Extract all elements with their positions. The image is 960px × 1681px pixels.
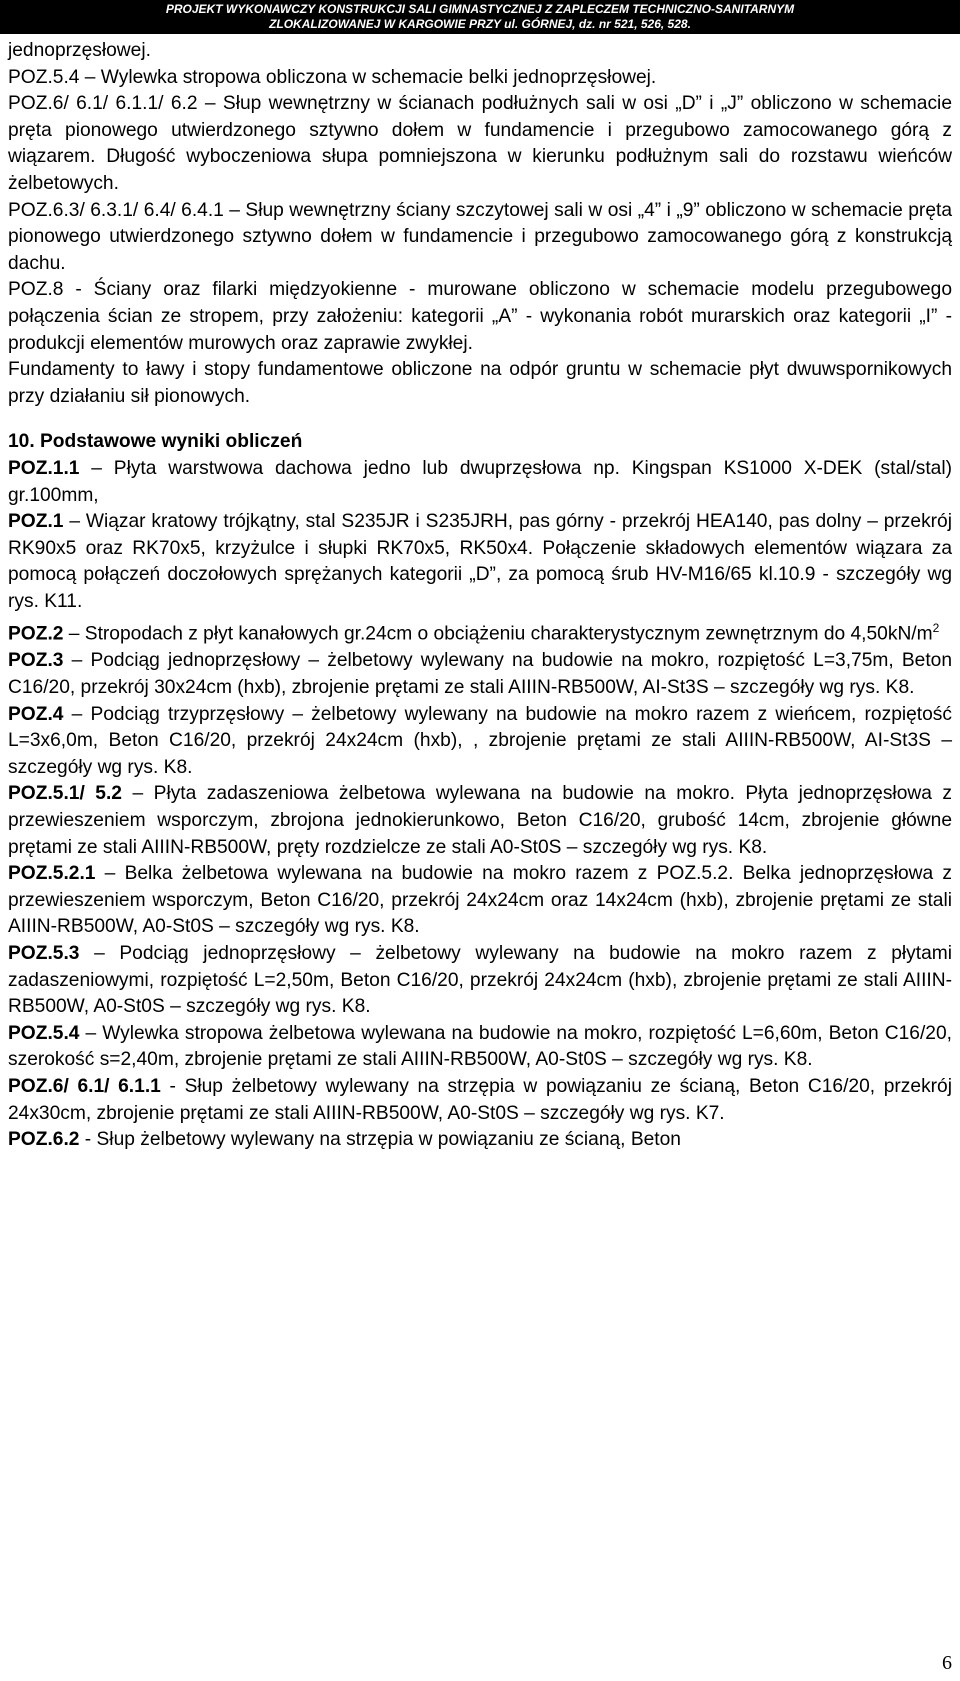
entry-poz-2 — [8, 615, 952, 648]
entry-text: – Płyta zadaszeniowa żelbetowa wylewana na budowie na mokro. Płyta jednoprzęsłowa z przewieszeniem wsporczym, zbrojona jednokierunkowo, Beton C16/20, grubość 14cm, zbrojenie główne prętami ze stali AIIIN-RB500W, pręty rozdzielcze ze stali A0-St0S – szczegóły wg rys. K8. — [8, 783, 952, 858]
entry-lead: POZ.4 — [8, 703, 64, 725]
entry-lead: POZ.6/ 6.1/ 6.1.1 — [8, 1075, 161, 1097]
entry-lead: POZ.3 — [8, 650, 64, 672]
entry-text: – Stropodach z płyt kanałowych gr.24cm o obciążeniu charakterystycznym zewnętrznym do 4,50kN/m — [63, 623, 933, 645]
entry-lead: POZ.6.2 — [8, 1129, 80, 1151]
page-number: 6 — [942, 1652, 952, 1674]
paragraph: POZ.6.3/ 6.3.1/ 6.4/ 6.4.1 – Słup wewnętrzny ściany szczytowej sali w osi „4” i „9” obliczono w schemacie pręta pionowego utwierdzonego sztywno dołem w fundamencie i przegubowo zamocowanego górą z konstrukcją dachu. — [8, 199, 952, 274]
entry-lead: POZ.5.4 — [8, 1022, 80, 1044]
document-body — [8, 38, 952, 1154]
section-title: 10. Podstawowe wyniki obliczeń — [8, 431, 303, 453]
document-header — [0, 0, 960, 34]
header-line-1: PROJEKT WYKONAWCZY KONSTRUKCJI SALI GIMNASTYCZNEJ Z ZAPLECZEM TECHNICZNO-SANITARNYM — [165, 2, 795, 16]
paragraph: POZ.8 - Ściany oraz filarki międzyokienne - murowane obliczono w schemacie modelu przegubowego połączenia ścian ze stropem, przy założeniu: kategorii „A” - wykonania robót murarskich oraz kategorii „I” - produkcji elementów murowych oraz zaprawie zwykłej. — [8, 279, 952, 354]
entry-poz-5-1 — [8, 781, 952, 861]
entry-lead: POZ.2 — [8, 623, 64, 645]
entry-text: – Płyta warstwowa dachowa jedno lub dwuprzęsłowa np. Kingspan KS1000 X-DEK (stal/stal) gr.100mm, — [8, 457, 952, 506]
entry-text: - Słup żelbetowy wylewany na strzępia w powiązaniu ze ścianą, Beton — [79, 1129, 681, 1151]
entry-poz-1 — [8, 509, 952, 615]
entry-poz-6 — [8, 1074, 952, 1127]
header-line-2: ZLOKALIZOWANEJ W KARGOWIE PRZY ul. GÓRNEJ, dz. nr 521, 526, 528. — [269, 17, 691, 31]
paragraph: POZ.6/ 6.1/ 6.1.1/ 6.2 – Słup wewnętrzny w ścianach podłużnych sali w osi „D” i „J” obliczono w schemacie pręta pionowego utwierdzonego sztywno dołem w fundamencie i przegubowo zamocowanego górą z wiązarem. Długość wyboczeniowa słupa pomniejszona w kierunku podłużnym sali do rozstawu wieńców żelbetowych. — [8, 93, 952, 194]
paragraph: Fundamenty to ławy i stopy fundamentowe obliczone na odpór gruntu w schemacie płyt dwuwspornikowych przy działaniu sił pionowych. — [8, 359, 952, 407]
entry-poz-5-2-1 — [8, 861, 952, 941]
entry-text: – Podciąg jednoprzęsłowy – żelbetowy wylewany na budowie na mokro, rozpiętość L=3,75m, Beton C16/20, przekrój 30x24cm (hxb), zbrojenie prętami ze stali AIIIN-RB500W, AI-St3S – szczegóły wg rys. K8. — [8, 650, 952, 699]
entry-text: - Słup żelbetowy wylewany na strzępia w powiązaniu ze ścianą, Beton C16/20, przekrój 24x30cm, zbrojenie prętami ze stali AIIIN-RB500W, A0-St0S – szczegóły wg rys. K7. — [8, 1075, 952, 1124]
entry-poz-1-1 — [8, 456, 952, 509]
entry-poz-5-4 — [8, 1021, 952, 1074]
paragraph: jednoprzęsłowej. — [8, 40, 151, 61]
paragraph: POZ.5.4 – Wylewka stropowa obliczona w schemacie belki jednoprzęsłowej. — [8, 66, 657, 88]
entry-lead: POZ.5.1/ 5.2 — [8, 783, 122, 805]
entry-lead: POZ.5.2.1 — [8, 863, 96, 885]
entry-poz-5-3 — [8, 941, 952, 1021]
entry-text: – Wiązar kratowy trójkątny, stal S235JR i S235JRH, pas górny - przekrój HEA140, pas dolny – przekrój RK90x5 oraz RK70x5, krzyżulce i słupki RK70x5, RK50x4. Połączenie składowych elementów wiązara za pomocą połączeń doczołowych sprężanych kategorii „D”, za pomocą śrub HV-M16/65 kl.10.9 - szczegóły wg rys. K11. — [8, 511, 952, 612]
entry-lead: POZ.5.3 — [8, 942, 80, 964]
entry-text: – Wylewka stropowa żelbetowa wylewana na budowie na mokro, rozpiętość L=6,60m, Beton C16/20, szerokość s=2,40m, zbrojenie prętami ze stali AIIIN-RB500W, A0-St0S – szczegóły wg rys. K8. — [8, 1022, 952, 1071]
entry-lead: POZ.1 — [8, 511, 64, 533]
entry-text: – Podciąg jednoprzęsłowy – żelbetowy wylewany na budowie na mokro razem z płytami zadaszeniowymi, rozpiętość L=2,50m, Beton C16/20, przekrój 24x24cm (hxb), zbrojenie prętami ze stali AIIIN-RB500W, A0-St0S – szczegóły wg rys. K8. — [8, 942, 952, 1018]
entry-poz-4 — [8, 702, 952, 782]
entry-text: – Podciąg trzyprzęsłowy – żelbetowy wylewany na budowie na mokro razem z wieńcem, rozpiętość L=3x6,0m, Beton C16/20, przekrój 24x24cm (hxb), , zbrojenie prętami ze stali AIIIN-RB500W, AI-St3S – szczegóły wg rys. K8. — [8, 703, 952, 778]
entry-poz-6-2 — [8, 1127, 952, 1154]
superscript: 2 — [932, 621, 940, 636]
entry-text: – Belka żelbetowa wylewana na budowie na mokro razem z POZ.5.2. Belka jednoprzęsłowa z przewieszeniem wsporczym, Beton C16/20, przekrój 24x24cm oraz 14x24cm (hxb), zbrojenie prętami ze stali AIIIN-RB500W, A0-St0S – szczegóły wg rys. K8. — [8, 863, 952, 938]
entry-lead: POZ.1.1 — [8, 457, 80, 479]
entry-poz-3 — [8, 648, 952, 701]
